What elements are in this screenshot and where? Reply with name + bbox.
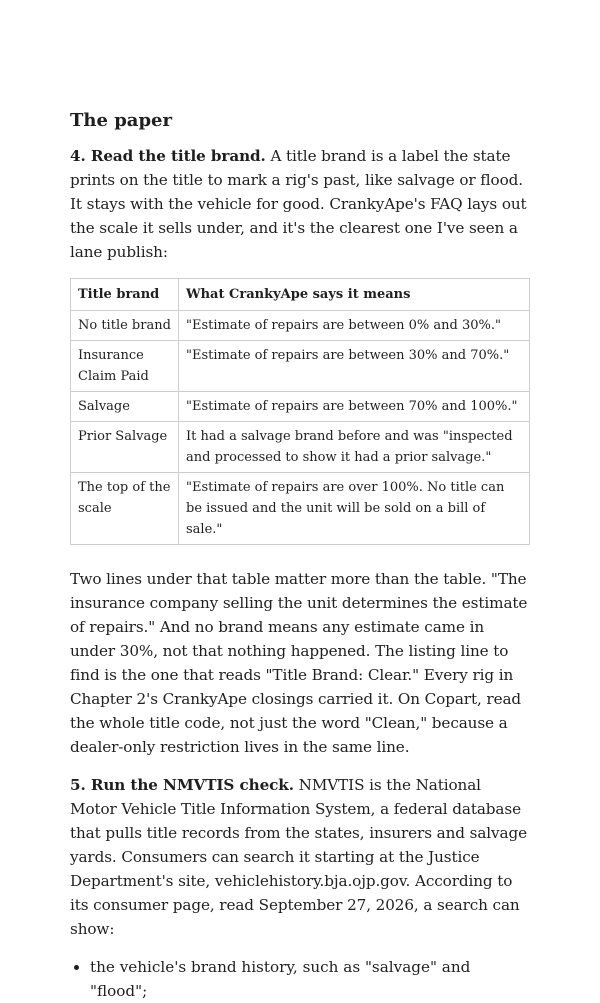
meaning-cell: "Estimate of repairs are between 70% and 100%." xyxy=(179,392,530,422)
search-results-list xyxy=(70,955,530,1003)
brand-cell: Salvage xyxy=(71,392,179,422)
step-4-lead: 4. Read the title brand. xyxy=(70,147,266,165)
brand-cell: Insurance Claim Paid xyxy=(71,341,179,392)
brand-cell: The top of the scale xyxy=(71,473,179,545)
table-row xyxy=(71,422,530,473)
after-table-paragraph: Two lines under that table matter more than the table. "The insurance company selling the unit determines the estimate of repairs." And no brand means any estimate came in under 30%, not that nothing happened. The listing line to find is the one that reads "Title Brand: Clear." Every rig in Chapter 2's CrankyApe closings carried it. On Copart, read the whole title code, not just the word "Clean," because a dealer-only restriction lives in the same line. xyxy=(70,570,528,756)
meaning-cell: "Estimate of repairs are between 0% and 30%." xyxy=(179,311,530,341)
step-4-paragraph xyxy=(70,144,530,264)
meaning-cell: "Estimate of repairs are between 30% and 70%." xyxy=(179,341,530,392)
brand-cell: No title brand xyxy=(71,311,179,341)
table-row xyxy=(71,473,530,545)
step-5-text: NMVTIS is the National Motor Vehicle Title Information System, a federal database that pulls title records from the states, insurers and salvage yards. Consumers can search it starting at the Justice Department's site, vehiclehistory.bja.ojp.gov. According to its consumer page, read September 27, 2026, a search can show: xyxy=(70,776,527,938)
step-4-text: A title brand is a label the state prints on the title to mark a rig's past, like salvage or flood. It stays with the vehicle for good. CrankyApe's FAQ lays out the scale it sells under, and it's the clearest one I've seen a lane publish: xyxy=(70,147,527,261)
title-brand-table xyxy=(70,278,530,545)
header-meaning: What CrankyApe says it means xyxy=(179,279,530,311)
step-5-lead: 5. Run the NMVTIS check. xyxy=(70,776,294,794)
step-5-paragraph xyxy=(70,773,530,941)
header-title-brand: Title brand xyxy=(71,279,179,311)
table-header-row xyxy=(71,279,530,311)
table-row xyxy=(71,311,530,341)
meaning-cell: "Estimate of repairs are over 100%. No title can be issued and the unit will be sold on a bill of sale." xyxy=(179,473,530,545)
list-item: • the vehicle's brand history, such as "salvage" and "flood"; xyxy=(90,955,530,1003)
table-row xyxy=(71,341,530,392)
meaning-cell: It had a salvage brand before and was "inspected and processed to show it had a prior salvage." xyxy=(179,422,530,473)
section-title: The paper xyxy=(70,110,172,131)
document-page xyxy=(70,108,530,1003)
brand-cell: Prior Salvage xyxy=(71,422,179,473)
table-row xyxy=(71,392,530,422)
